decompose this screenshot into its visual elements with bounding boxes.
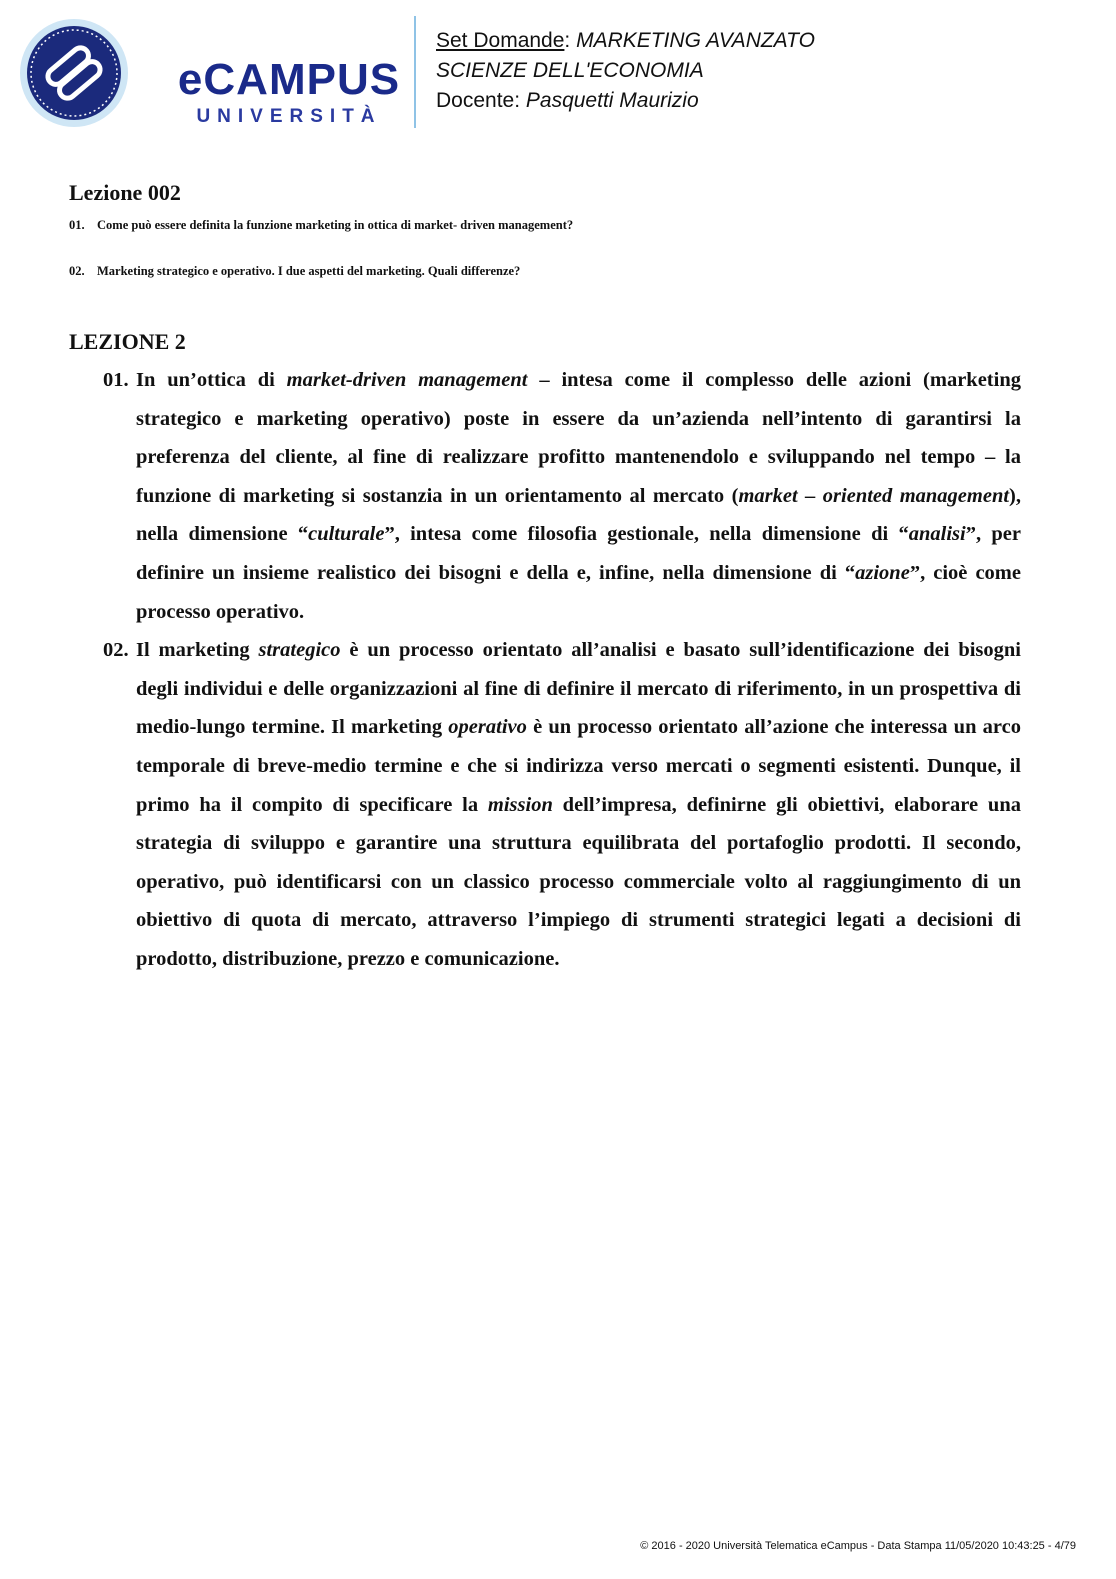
course-line: Set Domande: MARKETING AVANZATO (436, 29, 815, 52)
answers-title: LEZIONE 2 (69, 329, 186, 354)
answer-item (69, 361, 1021, 631)
ecampus-emblem-icon (18, 16, 130, 128)
teacher-line (436, 86, 815, 116)
answer-number: 01. (103, 369, 129, 391)
lesson-title: Lezione 002 (69, 180, 181, 205)
page-content (69, 180, 1021, 979)
question-list (69, 218, 1021, 279)
question-text: Come può essere definita la funzione marketing in ottica di market- driven management? (97, 218, 574, 232)
answer-item (69, 631, 1021, 978)
header-info (436, 26, 815, 116)
answer-number: 02. (103, 639, 129, 662)
answer-text: Il marketing strategico è un processo orientato all’analisi e basato sull’identificazione dei bisogni degli individui e delle organizzazioni al fine di definire il mercato di riferimento, in un prospettiva di medio-lungo termine. Il marketing operativo è un processo orientato all’azione che interessa un arco temporale di breve-medio termine e che si indirizza verso mercati o segmenti esistenti. Dunque, il primo ha il compito di specificare la mission dell’impresa, definirne gli obiettivi, elaborare una strategia di sviluppo e garantire una struttura equilibrata del portafoglio prodotti. Il secondo, operativo, può identificarsi con un classico processo commerciale volto al raggiungimento di un obiettivo di quota di mercato, attraverso l’impiego di strumenti strategici legati a decisioni di prodotto, distribuzione, prezzo e comunicazione. (136, 639, 1021, 970)
question-number: 01. (69, 218, 85, 232)
course-name: MARKETING AVANZATO (576, 29, 815, 52)
teacher-label: Docente: (436, 89, 526, 112)
question-item (69, 264, 1021, 279)
faculty-name: SCIENZE DELL'ECONOMIA (436, 59, 704, 82)
brand-subtitle: UNIVERSITÀ (196, 106, 382, 127)
answer-text: In un’ottica di market-driven management – intesa come il complesso delle azioni (marketing strategico e marketing operativo) poste in essere da un’azienda nell’intento di garantirsi la preferenza del cliente, al fine di realizzare profitto mantenendolo e sviluppando nel tempo – la funzione di marketing si sostanzia in un orientamento al mercato (market – oriented management), nella dimensione “culturale”, intesa come filosofia gestionale, nella dimensione di “analisi”, per definire un insieme realistico dei bisogni e della e, infine, nella dimensione di “azione”, cioè come processo operativo. (136, 369, 1021, 623)
question-item (69, 218, 1021, 233)
set-label: Set Domande (436, 29, 565, 52)
teacher-name: Pasquetti Maurizio (525, 89, 699, 112)
page-footer: © 2016 - 2020 Università Telematica eCampus - Data Stampa 11/05/2020 10:43:25 - 4/79 (640, 1540, 1076, 1552)
brand-wordmark (164, 55, 414, 128)
header-divider (414, 16, 416, 128)
question-number: 02. (69, 264, 85, 278)
question-text: Marketing strategico e operativo. I due aspetti del marketing. Quali differenze? (97, 264, 521, 278)
brand-name: eCAMPUS (177, 55, 401, 104)
ecampus-logo (18, 16, 418, 134)
